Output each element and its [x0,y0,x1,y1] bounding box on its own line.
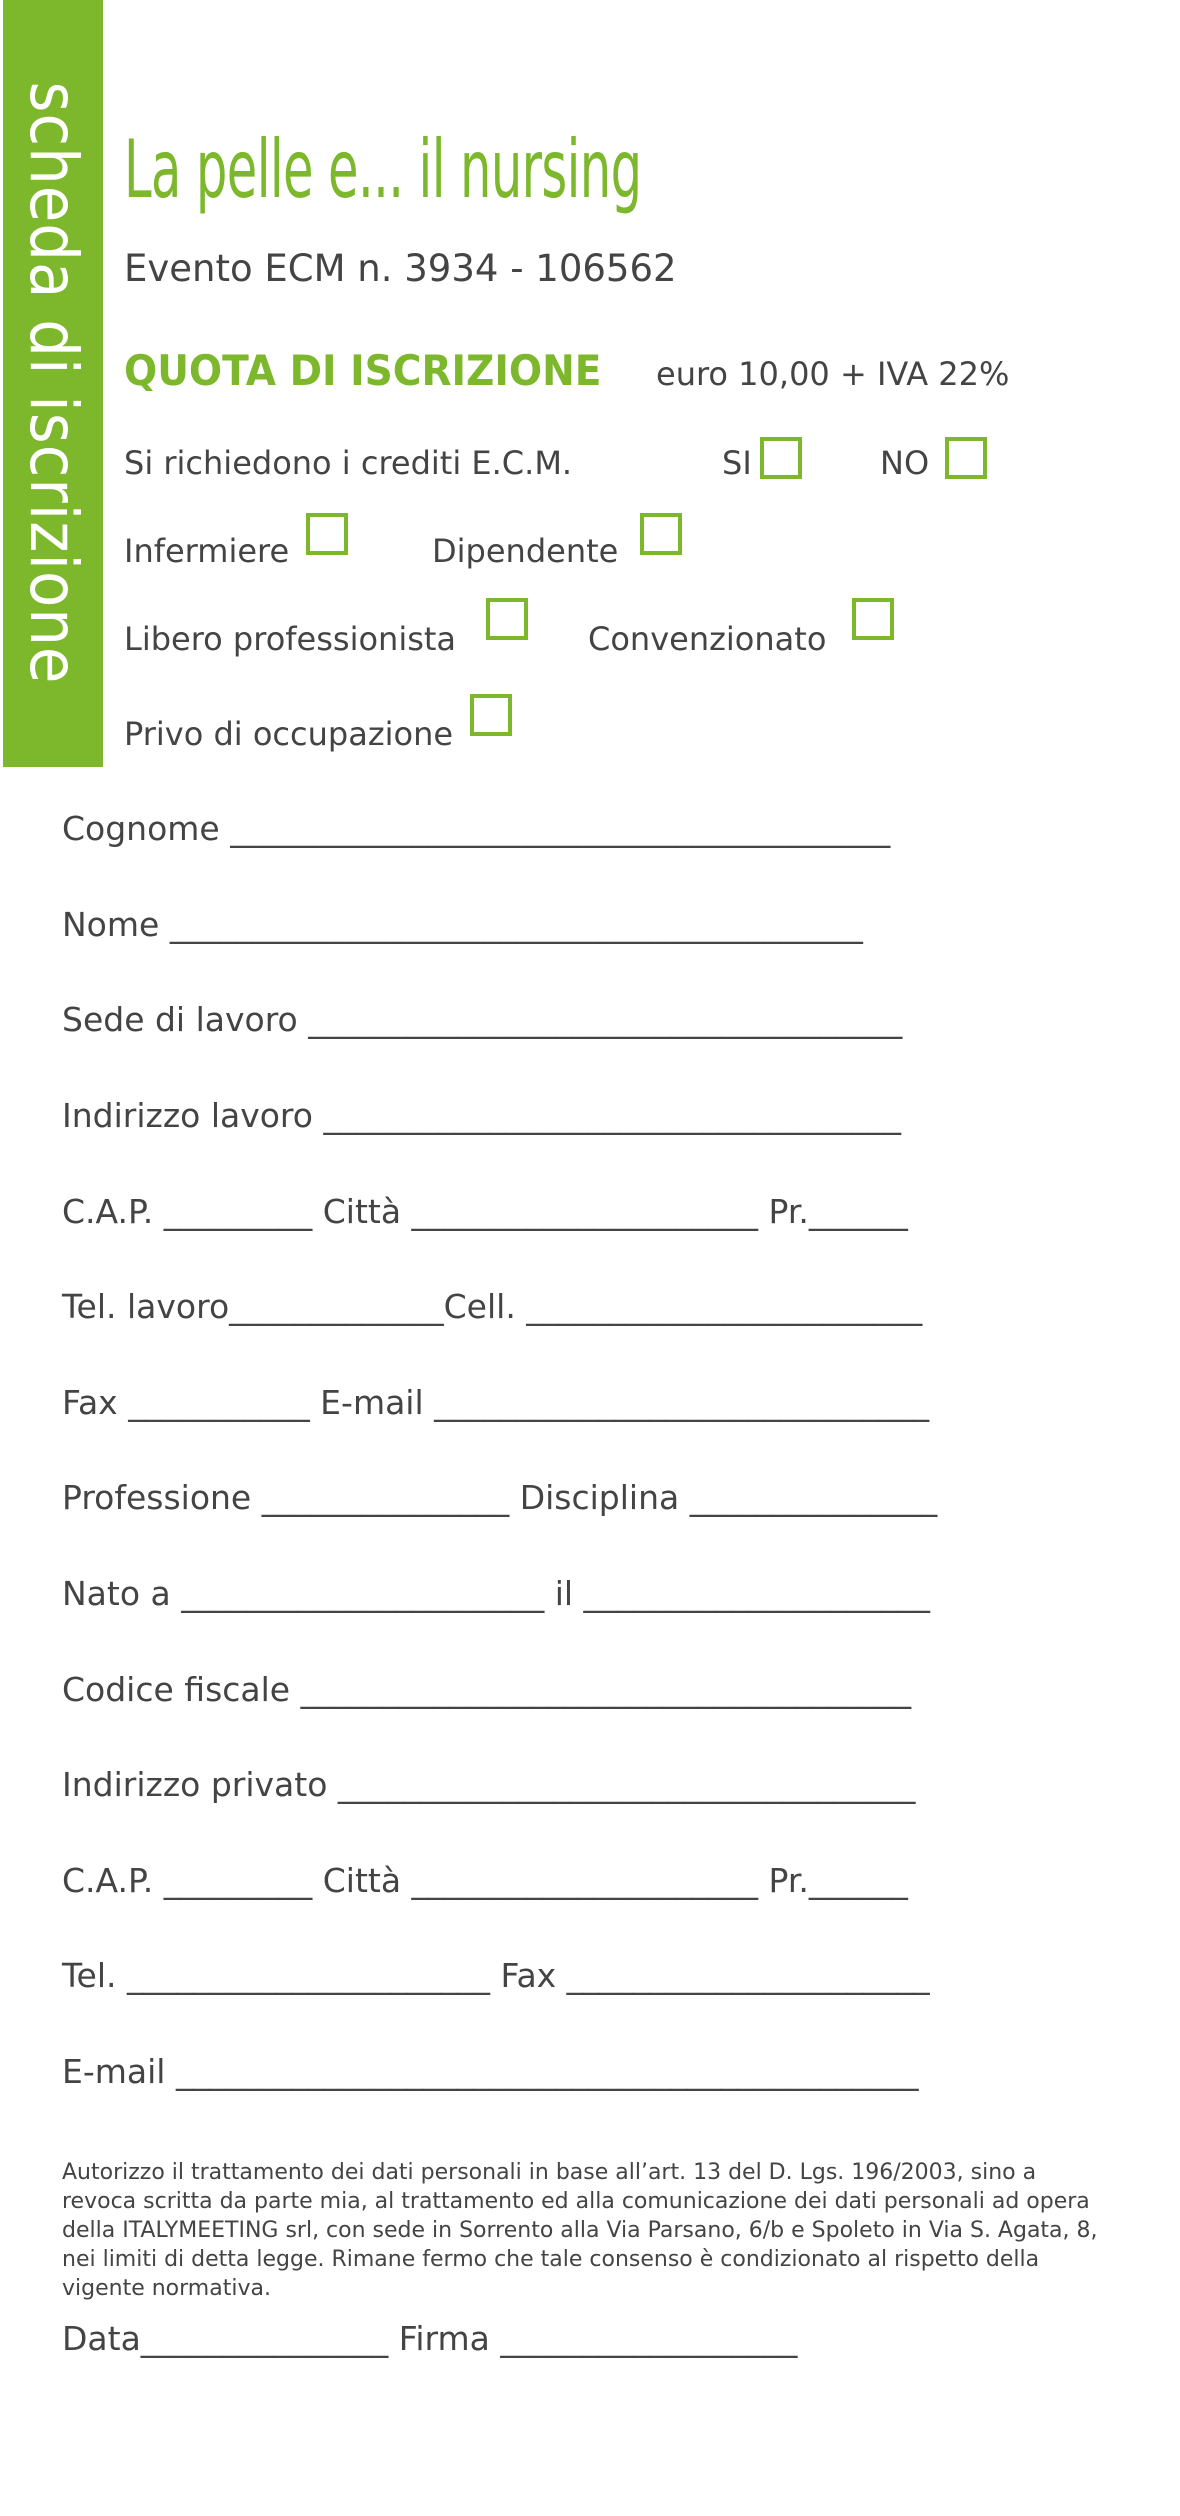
option-dipendente-checkbox[interactable] [640,513,682,555]
ecm-yes-checkbox[interactable] [760,437,802,479]
field-tel-cell[interactable]: Tel. lavoro_____________Cell. ________________________ [62,1287,923,1326]
option-libero-label: Libero professionista [124,620,457,658]
ecm-yes-label: SI [722,444,752,482]
field-nome[interactable]: Nome __________________________________________ [62,905,863,944]
field-indirizzo-privato[interactable]: Indirizzo privato ___________________________________ [62,1765,916,1804]
field-tel-fax-privato[interactable]: Tel. ______________________ Fax ______________________ [62,1956,930,1995]
field-fax-email[interactable]: Fax ___________ E-mail ______________________________ [62,1383,930,1422]
option-libero-checkbox[interactable] [486,598,528,640]
side-label: scheda di iscrizione [15,81,92,685]
event-subtitle: Evento ECM n. 3934 - 106562 [124,247,677,290]
field-cognome[interactable]: Cognome ________________________________________ [62,809,891,848]
quota-price: euro 10,00 + IVA 22% [656,355,1010,393]
field-indirizzo-lavoro[interactable]: Indirizzo lavoro ___________________________________ [62,1096,901,1135]
field-cap-citta-lavoro[interactable]: C.A.P. _________ Città _____________________ Pr.______ [62,1192,908,1231]
field-sede-lavoro[interactable]: Sede di lavoro ____________________________________ [62,1000,903,1039]
option-privo-label: Privo di occupazione [124,715,454,753]
privacy-consent: Autorizzo il trattamento dei dati personali in base all’art. 13 del D. Lgs. 196/2003, sino a revoca scritta da parte mia, al trattamento ed alla comunicazione dei dati personali ad opera della ITALYMEETING srl, con sede in Sorrento alla Via Parsano, 6/b e Spoleto in Via S. Agata, 8, nei limiti di detta legge. Rimane fermo che tale consenso è condizionato al rispetto della vigente normativa. [62,2160,1098,2301]
field-codice-fiscale[interactable]: Codice fiscale _____________________________________ [62,1670,912,1709]
field-professione[interactable]: Professione _______________ Disciplina _______________ [62,1478,938,1517]
field-cap-citta-privato[interactable]: C.A.P. _________ Città _____________________ Pr.______ [62,1861,908,1900]
option-infermiere-label: Infermiere [124,532,290,570]
quota-label: QUOTA DI ISCRIZIONE [124,346,602,395]
option-convenzionato-checkbox[interactable] [852,598,894,640]
field-nascita[interactable]: Nato a ______________________ il _____________________ [62,1574,931,1613]
option-privo-checkbox[interactable] [470,694,512,736]
field-email-privato[interactable]: E-mail _____________________________________________ [62,2052,919,2091]
ecm-no-checkbox[interactable] [945,437,987,479]
date-signature-line[interactable]: Data_______________ Firma __________________ [62,2319,798,2358]
ecm-no-label: NO [880,444,930,482]
page-title: La pelle e... il nursing [124,123,642,216]
option-infermiere-checkbox[interactable] [306,513,348,555]
ecm-question: Si richiedono i crediti E.C.M. [124,444,573,482]
option-convenzionato-label: Convenzionato [588,620,827,658]
option-dipendente-label: Dipendente [432,532,619,570]
